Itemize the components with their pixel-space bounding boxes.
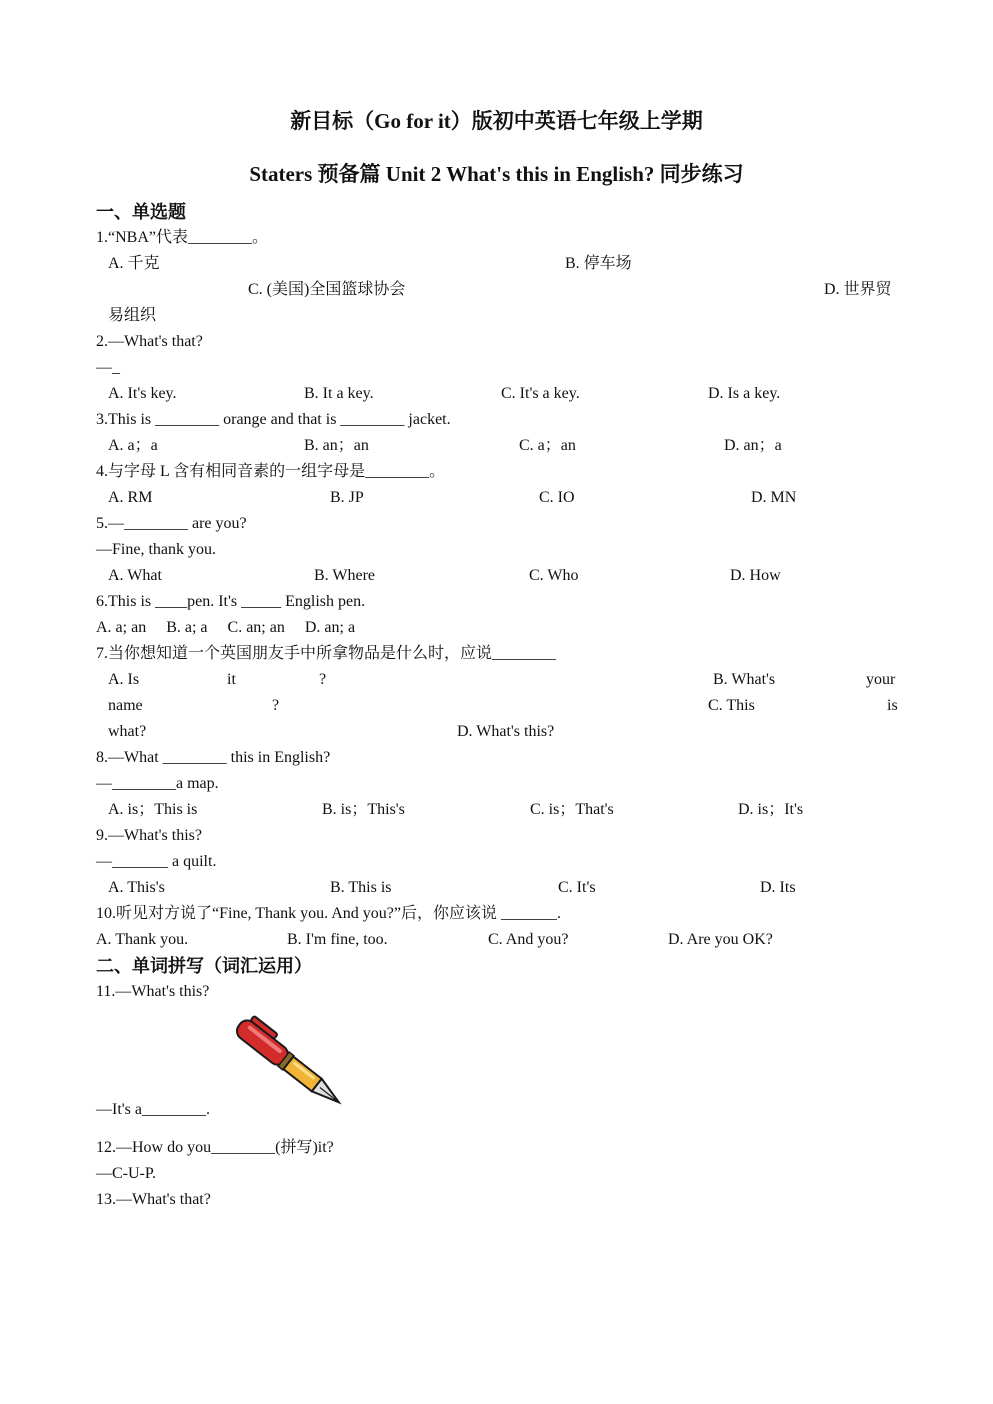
q7-option-c-part1: C. This — [708, 697, 755, 714]
q9-option-a: A. This's — [108, 879, 165, 896]
q2-option-d: D. Is a key. — [708, 385, 781, 402]
q1-stem: 1.“NBA”代表________。 — [96, 229, 268, 246]
q7-option-c-part3: what? — [108, 723, 147, 740]
q5-stem: 5.—________ are you? — [96, 515, 247, 532]
q7-option-d: D. What's this? — [457, 723, 555, 740]
q10-option-a: A. Thank you. — [96, 931, 189, 948]
q10-option-c: C. And you? — [488, 931, 569, 948]
q4-option-c: C. IO — [539, 489, 575, 506]
q3-stem: 3.This is ________ orange and that is ________ jacket. — [96, 411, 451, 428]
q4-option-a: A. RM — [108, 489, 153, 506]
q8-stem: 8.—What ________ this in English? — [96, 749, 331, 766]
q11-stem: 11.—What's this? — [96, 983, 210, 1000]
q10-stem: 10.听见对方说了“Fine, Thank you. And you?”后，你应该说 _______. — [96, 905, 562, 922]
q2-stem: 2.—What's that? — [96, 333, 203, 350]
q4-option-b: B. JP — [330, 489, 364, 506]
q7-option-a-part3: ? — [319, 671, 327, 688]
q7-option-b-part4: ? — [272, 697, 280, 714]
q11-answer: —It's a________. — [96, 1101, 210, 1118]
document-subtitle: Staters 预备篇 Unit 2 What's this in English? 同步练习 — [249, 162, 744, 186]
q1-option-d-continued: 易组织 — [108, 307, 157, 324]
q6-stem: 6.This is ____pen. It's _____ English pen. — [96, 593, 366, 610]
q7-option-a-part1: A. Is — [108, 671, 140, 688]
q2-option-b: B. It a key. — [304, 385, 374, 402]
q8-option-d: D. is；It's — [738, 801, 804, 818]
q12-reply: —C-U-P. — [96, 1165, 157, 1182]
q5-option-c: C. Who — [529, 567, 579, 584]
q10-option-b: B. I'm fine, too. — [287, 931, 388, 948]
q7-stem: 7.当你想知道一个英国朋友手中所拿物品是什么时，应说________ — [96, 645, 557, 662]
q7-option-c-part2: is — [887, 697, 898, 714]
q8-option-b: B. is；This's — [322, 801, 405, 818]
q2-reply: —_ — [96, 359, 120, 376]
q5-reply: —Fine, thank you. — [96, 541, 216, 558]
q5-option-a: A. What — [108, 567, 162, 584]
q9-option-d: D. Its — [760, 879, 796, 896]
q12-stem: 12.—How do you________(拼写)it? — [96, 1139, 334, 1156]
q9-option-b: B. This is — [330, 879, 392, 896]
q7-option-a-part2: it — [227, 671, 236, 688]
q3-option-a: A. a；a — [108, 437, 158, 454]
q3-option-b: B. an；an — [304, 437, 369, 454]
pen-icon — [224, 1012, 354, 1116]
q7-option-b-part3: name — [108, 697, 143, 714]
q7-option-b-part1: B. What's — [713, 671, 776, 688]
q3-option-c: C. a；an — [519, 437, 576, 454]
q1-option-a: A. 千克 — [108, 255, 160, 272]
q4-option-d: D. MN — [751, 489, 797, 506]
q8-option-a: A. is；This is — [108, 801, 198, 818]
q9-option-c: C. It's — [558, 879, 596, 896]
q10-option-d: D. Are you OK? — [668, 931, 773, 948]
q9-stem: 9.—What's this? — [96, 827, 202, 844]
q6-options: A. a; an B. a; a C. an; an D. an; a — [96, 619, 356, 636]
q8-option-c: C. is；That's — [530, 801, 614, 818]
q2-option-c: C. It's a key. — [501, 385, 580, 402]
q2-option-a: A. It's key. — [108, 385, 177, 402]
q3-option-d: D. an；a — [724, 437, 782, 454]
q1-option-d: D. 世界贸 — [824, 281, 892, 298]
q5-option-b: B. Where — [314, 567, 376, 584]
document-title: 新目标（Go for it）版初中英语七年级上学期 — [290, 109, 703, 133]
q8-reply: —________a map. — [96, 775, 219, 792]
section-heading-single-choice: 一、单选题 — [96, 202, 186, 222]
q1-option-c: C. (美国)全国篮球协会 — [248, 281, 406, 298]
q1-option-b: B. 停车场 — [565, 255, 632, 272]
q5-option-d: D. How — [730, 567, 781, 584]
q13-stem: 13.—What's that? — [96, 1191, 211, 1208]
q7-option-b-part2: your — [866, 671, 896, 688]
section-heading-spelling: 二、单词拼写（词汇运用） — [96, 956, 312, 976]
q9-reply: —_______ a quilt. — [96, 853, 217, 870]
q4-stem: 4.与字母 L 含有相同音素的一组字母是________。 — [96, 463, 446, 480]
